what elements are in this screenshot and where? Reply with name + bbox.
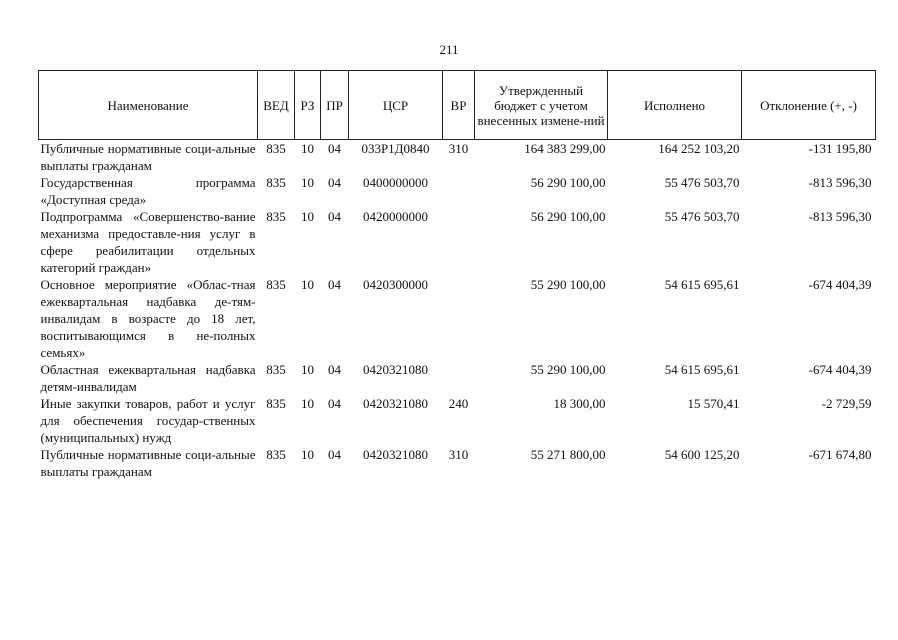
header-vr: ВР [443, 71, 475, 140]
row-vr [443, 174, 475, 208]
header-csr: ЦСР [349, 71, 443, 140]
row-vr [443, 208, 475, 276]
row-rz: 10 [301, 141, 314, 156]
row-approved: 56 290 100,00 [530, 175, 606, 190]
table-row [39, 276, 876, 361]
row-deviation: -674 404,39 [808, 362, 872, 377]
row-name: Государственная программа «Доступная среда» [40, 175, 256, 207]
row-csr: 0420321080 [363, 447, 428, 462]
row-executed: 15 570,41 [687, 396, 740, 411]
row-executed: 55 476 503,70 [664, 175, 740, 190]
table-row [39, 446, 876, 480]
table-header-row [39, 71, 876, 140]
row-executed: 54 600 125,20 [664, 447, 740, 462]
row-csr: 0420321080 [363, 362, 428, 377]
row-approved: 55 290 100,00 [530, 277, 606, 292]
row-csr: 0400000000 [363, 175, 428, 190]
row-name: Публичные нормативные соци-альные выплаты гражданам [40, 447, 256, 479]
row-ved: 835 [266, 447, 286, 462]
row-ved: 835 [266, 209, 286, 224]
row-ved: 835 [266, 396, 286, 411]
row-name: Иные закупки товаров, работ и услуг для обеспечения государ-ственных (муниципальных) нужд [40, 396, 256, 445]
row-rz: 10 [301, 396, 314, 411]
row-vr: 310 [448, 141, 469, 156]
row-rz: 10 [301, 209, 314, 224]
row-vr: 240 [448, 396, 469, 411]
row-deviation: -131 195,80 [808, 141, 872, 156]
row-name: Основное мероприятие «Облас-тная ежеквартальная надбавка де-тям-инвалидам в возрасте до 18 лет, воспитывающимся в не-полных семьях» [40, 277, 256, 360]
row-pr: 04 [328, 396, 341, 411]
budget-execution-table [38, 70, 876, 480]
row-pr: 04 [328, 447, 341, 462]
row-pr: 04 [328, 277, 341, 292]
row-csr: 0420321080 [363, 396, 428, 411]
row-approved: 55 290 100,00 [530, 362, 606, 377]
row-name: Подпрограмма «Совершенство-вание механизма предоставле-ния услуг в сфере реабилитации отдельных категорий граждан» [40, 209, 256, 275]
row-executed: 55 476 503,70 [664, 209, 740, 224]
row-vr [443, 276, 475, 361]
table-row [39, 208, 876, 276]
row-deviation: -674 404,39 [808, 277, 872, 292]
table-row [39, 140, 876, 175]
row-approved: 18 300,00 [553, 396, 606, 411]
row-vr [443, 361, 475, 395]
row-deviation: -671 674,80 [808, 447, 872, 462]
row-deviation: -813 596,30 [808, 175, 872, 190]
header-executed: Исполнено [608, 71, 742, 140]
header-approved: Утвержденный бюджет с учетом внесенных измене-ний [475, 71, 608, 140]
header-ved: ВЕД [258, 71, 295, 140]
row-ved: 835 [266, 175, 286, 190]
row-approved: 55 271 800,00 [530, 447, 606, 462]
row-ved: 835 [266, 141, 286, 156]
header-pr: ПР [321, 71, 349, 140]
row-ved: 835 [266, 277, 286, 292]
row-csr: 033Р1Д0840 [361, 141, 430, 156]
table-row [39, 395, 876, 446]
row-executed: 54 615 695,61 [664, 362, 740, 377]
table-row [39, 361, 876, 395]
header-deviation: Отклонение (+, -) [742, 71, 876, 140]
row-pr: 04 [328, 362, 341, 377]
row-executed: 54 615 695,61 [664, 277, 740, 292]
table-row [39, 174, 876, 208]
row-name: Областная ежеквартальная надбавка детям-инвалидам [40, 362, 256, 394]
row-rz: 10 [301, 447, 314, 462]
row-csr: 0420000000 [363, 209, 428, 224]
page-number: 211 [439, 42, 459, 57]
row-vr: 310 [448, 447, 469, 462]
row-pr: 04 [328, 209, 341, 224]
header-rz: РЗ [295, 71, 321, 140]
row-ved: 835 [266, 362, 286, 377]
header-name: Наименование [39, 71, 258, 140]
row-deviation: -813 596,30 [808, 209, 872, 224]
row-approved: 56 290 100,00 [530, 209, 606, 224]
row-rz: 10 [301, 362, 314, 377]
row-rz: 10 [301, 175, 314, 190]
row-deviation: -2 729,59 [821, 396, 872, 411]
row-csr: 0420300000 [363, 277, 428, 292]
row-name: Публичные нормативные соци-альные выплаты гражданам [40, 141, 256, 173]
row-executed: 164 252 103,20 [658, 141, 740, 156]
row-rz: 10 [301, 277, 314, 292]
row-pr: 04 [328, 141, 341, 156]
row-approved: 164 383 299,00 [524, 141, 606, 156]
row-pr: 04 [328, 175, 341, 190]
